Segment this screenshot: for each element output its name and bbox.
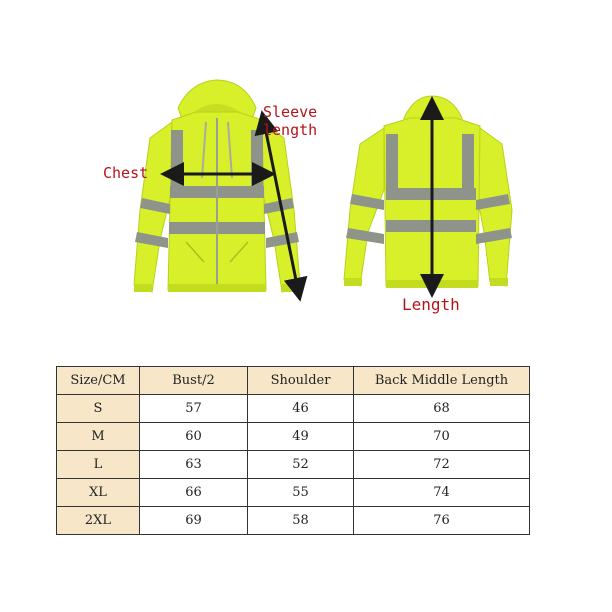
size-cell: M [57,423,140,451]
table-row [57,479,530,507]
size-cell: S [57,395,140,423]
back-length-cell: 68 [354,395,530,423]
length-label: Length [402,295,460,314]
back-length-cell: 74 [354,479,530,507]
shoulder-cell: 55 [248,479,354,507]
header-shoulder: Shoulder [248,367,354,395]
bust-cell: 60 [140,423,248,451]
bust-cell: 66 [140,479,248,507]
header-size: Size/CM [57,367,140,395]
header-bust: Bust/2 [140,367,248,395]
table-row [57,507,530,535]
back-jacket-image [344,96,512,288]
shoulder-cell: 52 [248,451,354,479]
size-cell: XL [57,479,140,507]
size-table-header-row [57,367,530,395]
shoulder-cell: 58 [248,507,354,535]
table-row [57,423,530,451]
bust-cell: 69 [140,507,248,535]
back-length-cell: 72 [354,451,530,479]
back-length-cell: 70 [354,423,530,451]
back-length-cell: 76 [354,507,530,535]
header-back-length: Back Middle Length [354,367,530,395]
shoulder-cell: 49 [248,423,354,451]
size-cell: 2XL [57,507,140,535]
table-row [57,395,530,423]
size-cell: L [57,451,140,479]
sleeve-length-label: Sleeve length [263,103,318,139]
size-chart-table [56,366,530,535]
chest-label: Chest [103,164,149,182]
shoulder-cell: 46 [248,395,354,423]
bust-cell: 63 [140,451,248,479]
table-row [57,451,530,479]
bust-cell: 57 [140,395,248,423]
